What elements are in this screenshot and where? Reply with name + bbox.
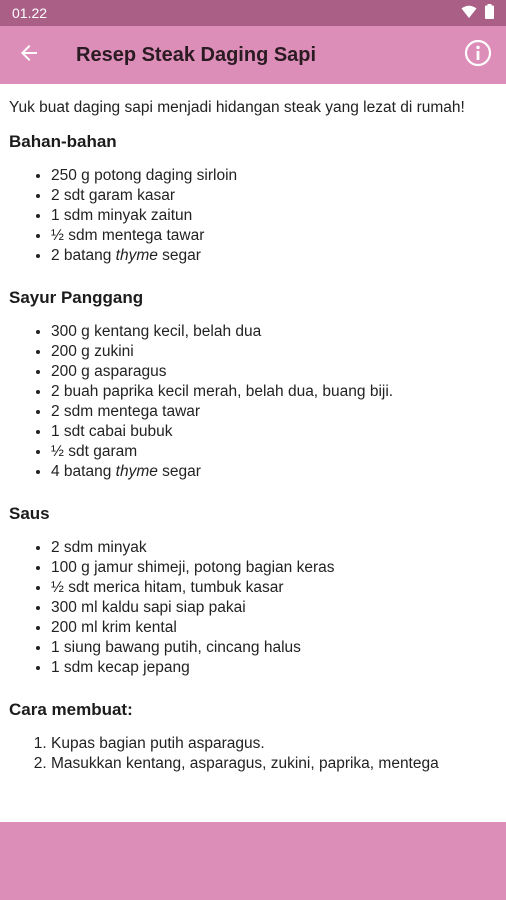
list-item: • ½ sdt merica hitam, tumbuk kasar (51, 578, 497, 598)
arrow-back-icon (17, 41, 41, 70)
back-button[interactable] (0, 26, 58, 84)
page-title: Resep Steak Daging Sapi (76, 43, 317, 66)
app-bar (0, 26, 506, 84)
section-heading: Sayur Panggang (9, 288, 144, 307)
section-heading: Saus (9, 504, 50, 523)
status-time: 01.22 (12, 5, 48, 21)
text-part: 2 batang (51, 247, 116, 264)
list-item: • 2 sdm mentega tawar (51, 402, 497, 422)
bottom-bar (0, 822, 506, 900)
list-item: • 200 g zukini (51, 342, 497, 362)
list-item (51, 246, 497, 266)
section-heading: Bahan-bahan (9, 132, 117, 151)
list-item: • ½ sdm mentega tawar (51, 226, 497, 246)
ingredient-list (9, 166, 497, 266)
steps-heading: Cara membuat: (9, 700, 133, 719)
info-button[interactable] (450, 26, 506, 84)
list-item: • ½ sdt garam (51, 442, 497, 462)
recipe-sections (9, 132, 497, 678)
list-item: • 2 sdm minyak (51, 538, 497, 558)
italic-text: thyme (115, 247, 158, 264)
list-item: • 1 sdt cabai bubuk (51, 422, 497, 442)
text-part: segar (157, 247, 201, 264)
list-item: • 2 sdt garam kasar (51, 186, 497, 206)
status-bar (0, 0, 506, 26)
intro-text: Yuk buat daging sapi menjadi hidangan steak yang lezat di rumah! (9, 99, 465, 116)
list-item: • 1 siung bawang putih, cincang halus (51, 638, 497, 658)
italic-text: thyme (115, 463, 158, 480)
list-item (51, 462, 497, 482)
battery-icon (485, 4, 494, 22)
ingredient-list (9, 322, 497, 482)
list-item: • 200 g asparagus (51, 362, 497, 382)
step-item: 2. Masukkan kentang, asparagus, zukini, paprika, mentega (51, 754, 497, 774)
status-icons (461, 4, 494, 22)
recipe-content[interactable] (0, 84, 506, 822)
list-item: • 300 g kentang kecil, belah dua (51, 322, 497, 342)
wifi-icon (461, 5, 477, 22)
list-item: • 1 sdm minyak zaitun (51, 206, 497, 226)
text-part: 4 batang (51, 463, 116, 480)
list-item: • 100 g jamur shimeji, potong bagian keras (51, 558, 497, 578)
text-part: segar (157, 463, 201, 480)
list-item: • 200 ml krim kental (51, 618, 497, 638)
step-item: 1. Kupas bagian putih asparagus. (51, 734, 497, 754)
list-item: • 1 sdm kecap jepang (51, 658, 497, 678)
ingredient-list (9, 538, 497, 678)
info-icon (464, 39, 492, 72)
steps-list (9, 734, 497, 774)
list-item: • 250 g potong daging sirloin (51, 166, 497, 186)
list-item: • 300 ml kaldu sapi siap pakai (51, 598, 497, 618)
list-item: • 2 buah paprika kecil merah, belah dua, buang biji. (51, 382, 497, 402)
